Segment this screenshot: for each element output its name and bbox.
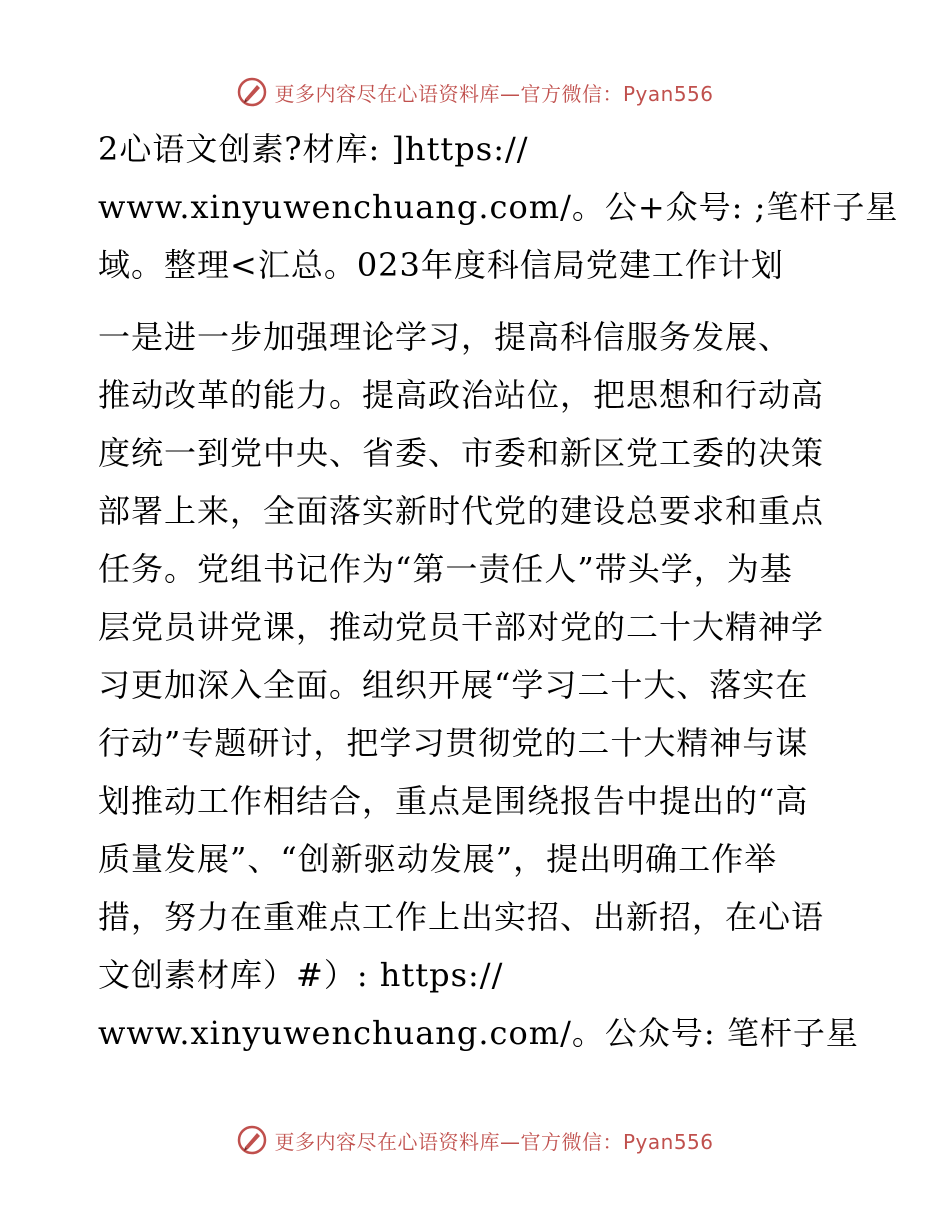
watermark-wechat-id: Pyan556	[622, 1129, 714, 1154]
pen-logo-icon	[236, 1124, 268, 1156]
watermark-slogan: 更多内容尽在心语资料库	[274, 1129, 500, 1154]
text-line: www.xinyuwenchuang.com/。公众号: 笔杆子星	[98, 1014, 859, 1052]
footer-watermark	[0, 1120, 950, 1160]
watermark-wechat-label: 官方微信：	[520, 1129, 623, 1154]
paragraph-main	[98, 308, 858, 1062]
text-line: 推动改革的能力。提高政治站位，把思想和行动高	[98, 376, 825, 414]
text-line: 行动”专题研讨，把学习贯彻党的二十大精神与谋	[98, 724, 809, 762]
text-line: 质量发展”、“创新驱动发展”，提出明确工作举	[98, 840, 778, 878]
text-line: 域。整理<汇总。023年度科信局党建工作计划	[98, 246, 784, 284]
document-body	[98, 120, 899, 1062]
watermark-slogan: 更多内容尽在心语资料库	[274, 81, 500, 106]
header-watermark	[0, 72, 950, 112]
text-line: 一是进一步加强理论学习，提高科信服务发展、	[98, 318, 792, 356]
watermark-text	[274, 1126, 713, 1155]
text-line: 度统一到党中央、省委、市委和新区党工委的决策	[98, 434, 825, 472]
text-line: 措，努力在重难点工作上出实招、出新招，在心语	[98, 898, 825, 936]
watermark-wechat-id: Pyan556	[622, 81, 714, 106]
text-line: 文创素材库）#）: https://	[98, 956, 504, 994]
pen-logo-icon	[236, 76, 268, 108]
text-line: 习更加深入全面。组织开展“学习二十大、落实在	[98, 666, 809, 704]
text-line: 2心语文创素?材库: ]https://	[98, 130, 529, 168]
watermark-separator: —	[499, 1129, 521, 1154]
text-line: 层党员讲党课，推动党员干部对党的二十大精神学	[98, 608, 825, 646]
watermark-separator: —	[499, 81, 521, 106]
watermark-wechat-label: 官方微信：	[520, 81, 623, 106]
paragraph-intro	[98, 120, 899, 294]
text-line: 任务。党组书记作为“第一责任人”带头学，为基	[98, 550, 793, 588]
text-line: 部署上来，全面落实新时代党的建设总要求和重点	[98, 492, 825, 530]
text-line: www.xinyuwenchuang.com/。公+众号: ;笔杆子星	[98, 188, 899, 226]
watermark-text	[274, 78, 713, 107]
text-line: 划推动工作相结合，重点是围绕报告中提出的“高	[98, 782, 809, 820]
